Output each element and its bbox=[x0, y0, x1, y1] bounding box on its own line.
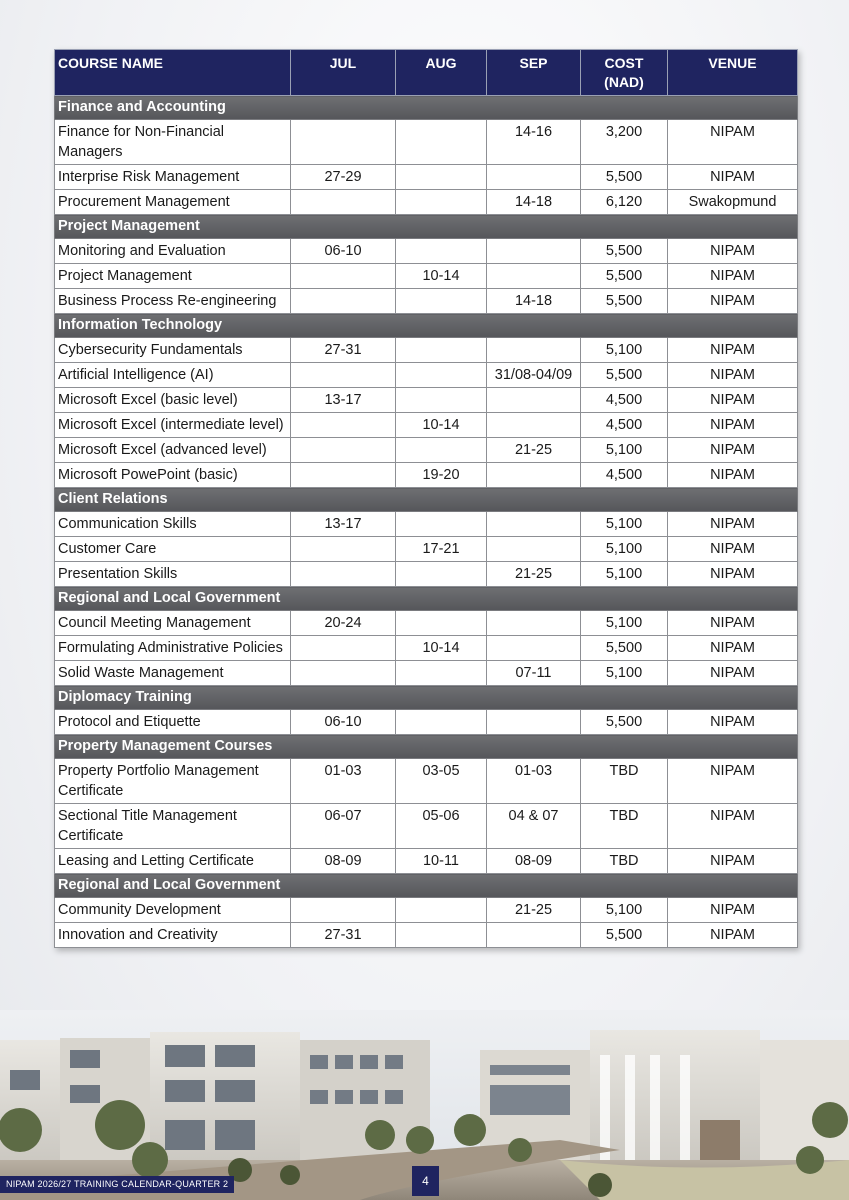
course-name-header: COURSE NAME bbox=[55, 50, 291, 96]
aug-cell bbox=[396, 363, 487, 388]
table-body bbox=[55, 96, 798, 948]
venue-cell: NIPAM bbox=[668, 264, 798, 289]
cost-cell: 5,500 bbox=[581, 264, 668, 289]
venue-cell: NIPAM bbox=[668, 636, 798, 661]
section-title: Client Relations bbox=[55, 488, 798, 512]
cost-header-line1: COST bbox=[604, 55, 644, 71]
jul-cell bbox=[291, 562, 396, 587]
cost-cell: 4,500 bbox=[581, 413, 668, 438]
aug-cell: 17-21 bbox=[396, 537, 487, 562]
aug-cell bbox=[396, 239, 487, 264]
venue-cell: NIPAM bbox=[668, 363, 798, 388]
venue-header: VENUE bbox=[668, 50, 798, 96]
cost-cell: 5,500 bbox=[581, 923, 668, 948]
venue-cell: NIPAM bbox=[668, 388, 798, 413]
table-row bbox=[55, 239, 798, 264]
aug-cell bbox=[396, 611, 487, 636]
sep-cell bbox=[487, 388, 581, 413]
table-row bbox=[55, 338, 798, 363]
aug-cell: 10-14 bbox=[396, 636, 487, 661]
jul-cell: 01-03 bbox=[291, 759, 396, 804]
venue-cell: NIPAM bbox=[668, 710, 798, 735]
course-name-cell: Procurement Management bbox=[55, 190, 291, 215]
cost-cell: 5,500 bbox=[581, 289, 668, 314]
section-title: Project Management bbox=[55, 215, 798, 239]
venue-cell: Swakopmund bbox=[668, 190, 798, 215]
aug-cell bbox=[396, 661, 487, 686]
course-name-cell: Microsoft Excel (advanced level) bbox=[55, 438, 291, 463]
venue-cell: NIPAM bbox=[668, 413, 798, 438]
page-number: 4 bbox=[412, 1166, 439, 1196]
cost-cell: TBD bbox=[581, 804, 668, 849]
table-row bbox=[55, 611, 798, 636]
jul-cell: 08-09 bbox=[291, 849, 396, 874]
venue-cell: NIPAM bbox=[668, 849, 798, 874]
cost-header-line2: (NAD) bbox=[604, 74, 644, 90]
course-name-cell: Presentation Skills bbox=[55, 562, 291, 587]
section-header-row bbox=[55, 488, 798, 512]
cost-cell: 4,500 bbox=[581, 463, 668, 488]
course-name-cell: Business Process Re-engineering bbox=[55, 289, 291, 314]
aug-cell bbox=[396, 338, 487, 363]
jul-cell bbox=[291, 898, 396, 923]
sep-cell bbox=[487, 239, 581, 264]
jul-cell bbox=[291, 463, 396, 488]
sep-cell bbox=[487, 463, 581, 488]
venue-cell: NIPAM bbox=[668, 661, 798, 686]
sep-cell: 21-25 bbox=[487, 562, 581, 587]
sep-cell: 14-18 bbox=[487, 190, 581, 215]
sep-cell: 14-18 bbox=[487, 289, 581, 314]
cost-header bbox=[581, 50, 668, 96]
table-row bbox=[55, 120, 798, 165]
jul-cell bbox=[291, 413, 396, 438]
venue-cell: NIPAM bbox=[668, 289, 798, 314]
sep-cell: 21-25 bbox=[487, 438, 581, 463]
aug-cell bbox=[396, 190, 487, 215]
venue-cell: NIPAM bbox=[668, 923, 798, 948]
cost-cell: 5,100 bbox=[581, 562, 668, 587]
sep-cell: 08-09 bbox=[487, 849, 581, 874]
jul-cell: 27-31 bbox=[291, 923, 396, 948]
cost-cell: 5,100 bbox=[581, 338, 668, 363]
course-name-cell: Council Meeting Management bbox=[55, 611, 291, 636]
course-name-cell: Sectional Title Management Certificate bbox=[55, 804, 291, 849]
jul-cell: 27-29 bbox=[291, 165, 396, 190]
cost-cell: 5,500 bbox=[581, 165, 668, 190]
venue-cell: NIPAM bbox=[668, 165, 798, 190]
jul-cell: 06-10 bbox=[291, 710, 396, 735]
venue-cell: NIPAM bbox=[668, 463, 798, 488]
section-title: Property Management Courses bbox=[55, 735, 798, 759]
aug-cell bbox=[396, 165, 487, 190]
cost-cell: TBD bbox=[581, 759, 668, 804]
jul-cell bbox=[291, 661, 396, 686]
venue-cell: NIPAM bbox=[668, 537, 798, 562]
jul-header: JUL bbox=[291, 50, 396, 96]
venue-cell: NIPAM bbox=[668, 759, 798, 804]
aug-cell bbox=[396, 512, 487, 537]
table-row bbox=[55, 562, 798, 587]
cost-cell: 6,120 bbox=[581, 190, 668, 215]
venue-cell: NIPAM bbox=[668, 120, 798, 165]
course-name-cell: Communication Skills bbox=[55, 512, 291, 537]
course-name-cell: Innovation and Creativity bbox=[55, 923, 291, 948]
jul-cell: 06-10 bbox=[291, 239, 396, 264]
jul-cell: 20-24 bbox=[291, 611, 396, 636]
venue-cell: NIPAM bbox=[668, 562, 798, 587]
course-name-cell: Finance for Non-Financial Managers bbox=[55, 120, 291, 165]
section-title: Information Technology bbox=[55, 314, 798, 338]
course-name-cell: Microsoft PowePoint (basic) bbox=[55, 463, 291, 488]
sep-cell: 07-11 bbox=[487, 661, 581, 686]
table-row bbox=[55, 537, 798, 562]
table-row bbox=[55, 363, 798, 388]
table-row bbox=[55, 463, 798, 488]
cost-cell: 5,100 bbox=[581, 537, 668, 562]
aug-cell bbox=[396, 923, 487, 948]
table-row bbox=[55, 710, 798, 735]
cost-cell: 5,100 bbox=[581, 512, 668, 537]
venue-cell: NIPAM bbox=[668, 804, 798, 849]
section-title: Diplomacy Training bbox=[55, 686, 798, 710]
table-row bbox=[55, 759, 798, 804]
cost-cell: 3,200 bbox=[581, 120, 668, 165]
cost-cell: 5,100 bbox=[581, 611, 668, 636]
table-row bbox=[55, 264, 798, 289]
course-name-cell: Microsoft Excel (intermediate level) bbox=[55, 413, 291, 438]
section-header-row bbox=[55, 314, 798, 338]
aug-cell bbox=[396, 438, 487, 463]
section-title: Finance and Accounting bbox=[55, 96, 798, 120]
cost-cell: 5,500 bbox=[581, 636, 668, 661]
jul-cell: 06-07 bbox=[291, 804, 396, 849]
section-header-row bbox=[55, 686, 798, 710]
table-row bbox=[55, 849, 798, 874]
aug-cell bbox=[396, 120, 487, 165]
aug-cell bbox=[396, 898, 487, 923]
table-row bbox=[55, 898, 798, 923]
section-header-row bbox=[55, 587, 798, 611]
sep-cell bbox=[487, 710, 581, 735]
venue-cell: NIPAM bbox=[668, 239, 798, 264]
aug-cell: 19-20 bbox=[396, 463, 487, 488]
sep-cell: 01-03 bbox=[487, 759, 581, 804]
aug-cell: 10-14 bbox=[396, 413, 487, 438]
aug-cell bbox=[396, 710, 487, 735]
jul-cell bbox=[291, 289, 396, 314]
aug-header: AUG bbox=[396, 50, 487, 96]
aug-cell bbox=[396, 289, 487, 314]
section-header-row bbox=[55, 96, 798, 120]
jul-cell bbox=[291, 636, 396, 661]
jul-cell: 13-17 bbox=[291, 512, 396, 537]
sep-cell bbox=[487, 512, 581, 537]
jul-cell bbox=[291, 438, 396, 463]
table-row bbox=[55, 804, 798, 849]
sep-header: SEP bbox=[487, 50, 581, 96]
course-name-cell: Project Management bbox=[55, 264, 291, 289]
jul-cell bbox=[291, 264, 396, 289]
table-row bbox=[55, 438, 798, 463]
course-name-cell: Leasing and Letting Certificate bbox=[55, 849, 291, 874]
cost-cell: 5,100 bbox=[581, 898, 668, 923]
aug-cell bbox=[396, 562, 487, 587]
jul-cell bbox=[291, 190, 396, 215]
sep-cell bbox=[487, 264, 581, 289]
cost-cell: 5,500 bbox=[581, 239, 668, 264]
footer-label: NIPAM 2026/27 TRAINING CALENDAR-QUARTER 2 bbox=[0, 1176, 234, 1193]
sep-cell bbox=[487, 923, 581, 948]
sep-cell: 14-16 bbox=[487, 120, 581, 165]
jul-cell bbox=[291, 363, 396, 388]
sep-cell: 31/08-04/09 bbox=[487, 363, 581, 388]
cost-cell: TBD bbox=[581, 849, 668, 874]
course-name-cell: Cybersecurity Fundamentals bbox=[55, 338, 291, 363]
table-row bbox=[55, 190, 798, 215]
aug-cell: 10-11 bbox=[396, 849, 487, 874]
aug-cell: 10-14 bbox=[396, 264, 487, 289]
sep-cell: 04 & 07 bbox=[487, 804, 581, 849]
training-calendar-table bbox=[54, 49, 798, 948]
course-name-cell: Property Portfolio Management Certificate bbox=[55, 759, 291, 804]
course-name-cell: Microsoft Excel (basic level) bbox=[55, 388, 291, 413]
course-name-cell: Artificial Intelligence (AI) bbox=[55, 363, 291, 388]
aug-cell: 03-05 bbox=[396, 759, 487, 804]
course-name-cell: Customer Care bbox=[55, 537, 291, 562]
course-name-cell: Solid Waste Management bbox=[55, 661, 291, 686]
sep-cell: 21-25 bbox=[487, 898, 581, 923]
section-header-row bbox=[55, 735, 798, 759]
course-name-cell: Community Development bbox=[55, 898, 291, 923]
cost-cell: 5,500 bbox=[581, 710, 668, 735]
jul-cell: 13-17 bbox=[291, 388, 396, 413]
course-name-cell: Protocol and Etiquette bbox=[55, 710, 291, 735]
cost-cell: 4,500 bbox=[581, 388, 668, 413]
sep-cell bbox=[487, 413, 581, 438]
course-name-cell: Interprise Risk Management bbox=[55, 165, 291, 190]
section-header-row bbox=[55, 215, 798, 239]
aug-cell bbox=[396, 388, 487, 413]
section-header-row bbox=[55, 874, 798, 898]
table-row bbox=[55, 165, 798, 190]
section-title: Regional and Local Government bbox=[55, 874, 798, 898]
table-header-row bbox=[55, 50, 798, 96]
aug-cell: 05-06 bbox=[396, 804, 487, 849]
sep-cell bbox=[487, 537, 581, 562]
table-row bbox=[55, 289, 798, 314]
venue-cell: NIPAM bbox=[668, 611, 798, 636]
cost-cell: 5,500 bbox=[581, 363, 668, 388]
course-name-cell: Formulating Administrative Policies bbox=[55, 636, 291, 661]
jul-cell: 27-31 bbox=[291, 338, 396, 363]
venue-cell: NIPAM bbox=[668, 338, 798, 363]
table-row bbox=[55, 636, 798, 661]
jul-cell bbox=[291, 120, 396, 165]
sep-cell bbox=[487, 338, 581, 363]
cost-cell: 5,100 bbox=[581, 438, 668, 463]
cost-cell: 5,100 bbox=[581, 661, 668, 686]
section-title: Regional and Local Government bbox=[55, 587, 798, 611]
table-row bbox=[55, 512, 798, 537]
table-row bbox=[55, 388, 798, 413]
table-row bbox=[55, 413, 798, 438]
jul-cell bbox=[291, 537, 396, 562]
sep-cell bbox=[487, 636, 581, 661]
sep-cell bbox=[487, 611, 581, 636]
table-row bbox=[55, 923, 798, 948]
venue-cell: NIPAM bbox=[668, 898, 798, 923]
course-name-cell: Monitoring and Evaluation bbox=[55, 239, 291, 264]
venue-cell: NIPAM bbox=[668, 438, 798, 463]
venue-cell: NIPAM bbox=[668, 512, 798, 537]
table-row bbox=[55, 661, 798, 686]
sep-cell bbox=[487, 165, 581, 190]
